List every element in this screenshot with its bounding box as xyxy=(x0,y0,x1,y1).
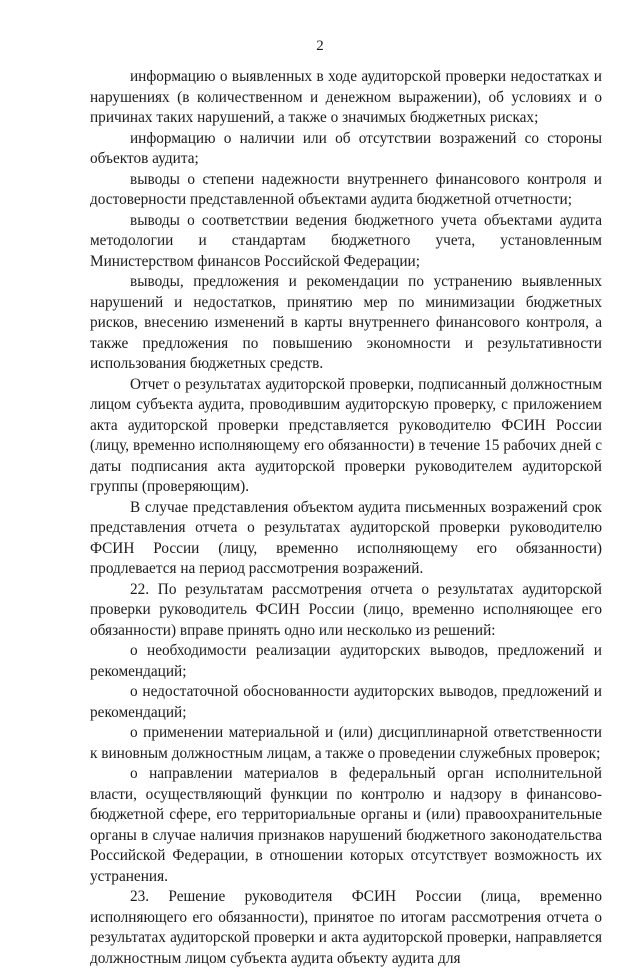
paragraph-objections-info: информацию о наличии или об отсутствии возражений со стороны объектов аудита; xyxy=(90,129,602,167)
paragraph-decision-liability: о применении материальной и (или) дисциплинарной ответственности к виновным должностным лицам, а также о проведении служебных проверок; xyxy=(90,724,602,762)
paragraph-recommendations: выводы, предложения и рекомендации по устранению выявленных нарушений и недостатков, принятию мер по минимизации бюджетных рисков, внесению изменений в карты внутреннего финансового контроля, а также предложения по повышению экономности и результативности использования бюджетных средств. xyxy=(90,273,602,372)
paragraph-decision-referral: о направлении материалов в федеральный орган исполнительной власти, осуществляющий функции по контролю и надзору в финансово-бюджетной сфере, его территориальные органы и (или) правоохранительные органы в случае наличия признаков нарушений бюджетного законодательства Российской Федерации, в отношении которых отсутствует возможность их устранения. xyxy=(90,765,602,885)
page-number: 2 xyxy=(316,38,324,54)
paragraph-item-23: 23. Решение руководителя ФСИН России (лица, временно исполняющего его обязанности), принятое по итогам рассмотрения отчета о результатах аудиторской проверки и акта аудиторской проверки, направляется должностным лицом субъекта аудита объекту аудита для xyxy=(90,888,602,967)
paragraph-item-22: 22. По результатам рассмотрения отчета о результатах аудиторской проверки руководитель ФСИН России (лицо, временно исполняющее его обязанности) вправе принять одно или несколько из решений: xyxy=(90,580,602,639)
paragraph-decision-implement: о необходимости реализации аудиторских выводов, предложений и рекомендаций; xyxy=(90,642,602,680)
document-body xyxy=(90,67,602,969)
paragraph-accounting-compliance: выводы о соответствии ведения бюджетного учета объектами аудита методологии и стандартам бюджетного учета, установленным Министерством финансов Российской Федерации; xyxy=(90,211,602,270)
paragraph-report-submission: Отчет о результатах аудиторской проверки, подписанный должностным лицом субъекта аудита, проводившим аудиторскую проверку, с приложением акта аудиторской проверки представляется руководителю ФСИН России (лицу, временно исполняющему его обязанности) в течение 15 рабочих дней с даты подписания акта аудиторской проверки руководителем аудиторской группы (проверяющим). xyxy=(90,375,602,495)
paragraph-decision-insufficient: о недостаточной обоснованности аудиторских выводов, предложений и рекомендаций; xyxy=(90,683,602,721)
paragraph-control-reliability: выводы о степени надежности внутреннего финансового контроля и достоверности представленной объектами аудита бюджетной отчетности; xyxy=(90,170,602,208)
paragraph-deficiencies-info: информацию о выявленных в ходе аудиторской проверки недостатках и нарушениях (в количественном и денежном выражении), об условиях и о причинах таких нарушений, а также о значимых бюджетных рисках; xyxy=(90,68,602,126)
paragraph-objections-extension: В случае представления объектом аудита письменных возражений срок представления отчета о результатах аудиторской проверки руководителю ФСИН России (лицу, временно исполняющему его обязанности) продлевается на период рассмотрения возражений. xyxy=(90,498,602,577)
